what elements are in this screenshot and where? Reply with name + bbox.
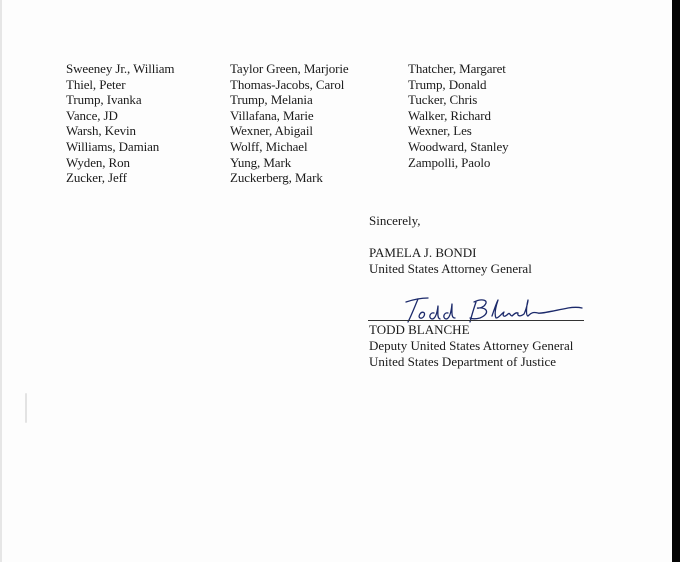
name-entry: Walker, Richard	[408, 107, 491, 123]
signatory-department: United States Department of Justice	[369, 354, 557, 369]
name-entry: Williams, Damian	[66, 138, 160, 154]
name-entry: Wexner, Les	[408, 123, 472, 139]
name-entry: Vance, JD	[66, 107, 118, 123]
name-entry: Thomas-Jacobs, Carol	[230, 76, 345, 92]
name-entry: Woodward, Stanley	[408, 138, 509, 154]
name-entry: Tucker, Chris	[408, 92, 478, 108]
name-entry: Zucker, Jeff	[66, 170, 127, 186]
signatory-title: United States Attorney General	[369, 261, 532, 276]
name-entry: Taylor Green, Marjorie	[230, 61, 349, 76]
signature-line	[368, 320, 584, 321]
name-entry: Sweeney Jr., William	[66, 61, 175, 76]
names-column-3	[408, 61, 509, 170]
signatory-title: Deputy United States Attorney General	[369, 338, 574, 353]
name-entry: Trump, Donald	[408, 76, 487, 92]
signatory-bondi	[369, 245, 532, 277]
name-entry: Yung, Mark	[230, 154, 292, 170]
scan-border-right	[672, 0, 680, 562]
signatory-blanche	[369, 322, 573, 370]
signature-block	[368, 292, 588, 324]
name-entry: Trump, Melania	[230, 92, 313, 108]
name-entry: Trump, Ivanka	[66, 92, 142, 108]
name-entry: Wexner, Abigail	[230, 123, 313, 139]
name-entry: Thatcher, Margaret	[408, 61, 506, 76]
name-entry: Zuckerberg, Mark	[230, 170, 323, 186]
signatory-name: PAMELA J. BONDI	[369, 245, 477, 260]
closing-salutation: Sincerely,	[369, 213, 421, 228]
scan-artifact	[25, 393, 27, 423]
name-entry: Warsh, Kevin	[66, 123, 136, 139]
signatory-name: TODD BLANCHE	[369, 322, 470, 337]
name-entry: Zampolli, Paolo	[408, 154, 491, 170]
names-column-2	[230, 61, 349, 186]
name-entry: Thiel, Peter	[66, 76, 126, 92]
name-entry: Wolff, Michael	[230, 138, 308, 154]
names-column-1	[66, 61, 174, 186]
name-entry: Villafana, Marie	[230, 107, 314, 123]
name-entry: Wyden, Ron	[66, 154, 130, 170]
